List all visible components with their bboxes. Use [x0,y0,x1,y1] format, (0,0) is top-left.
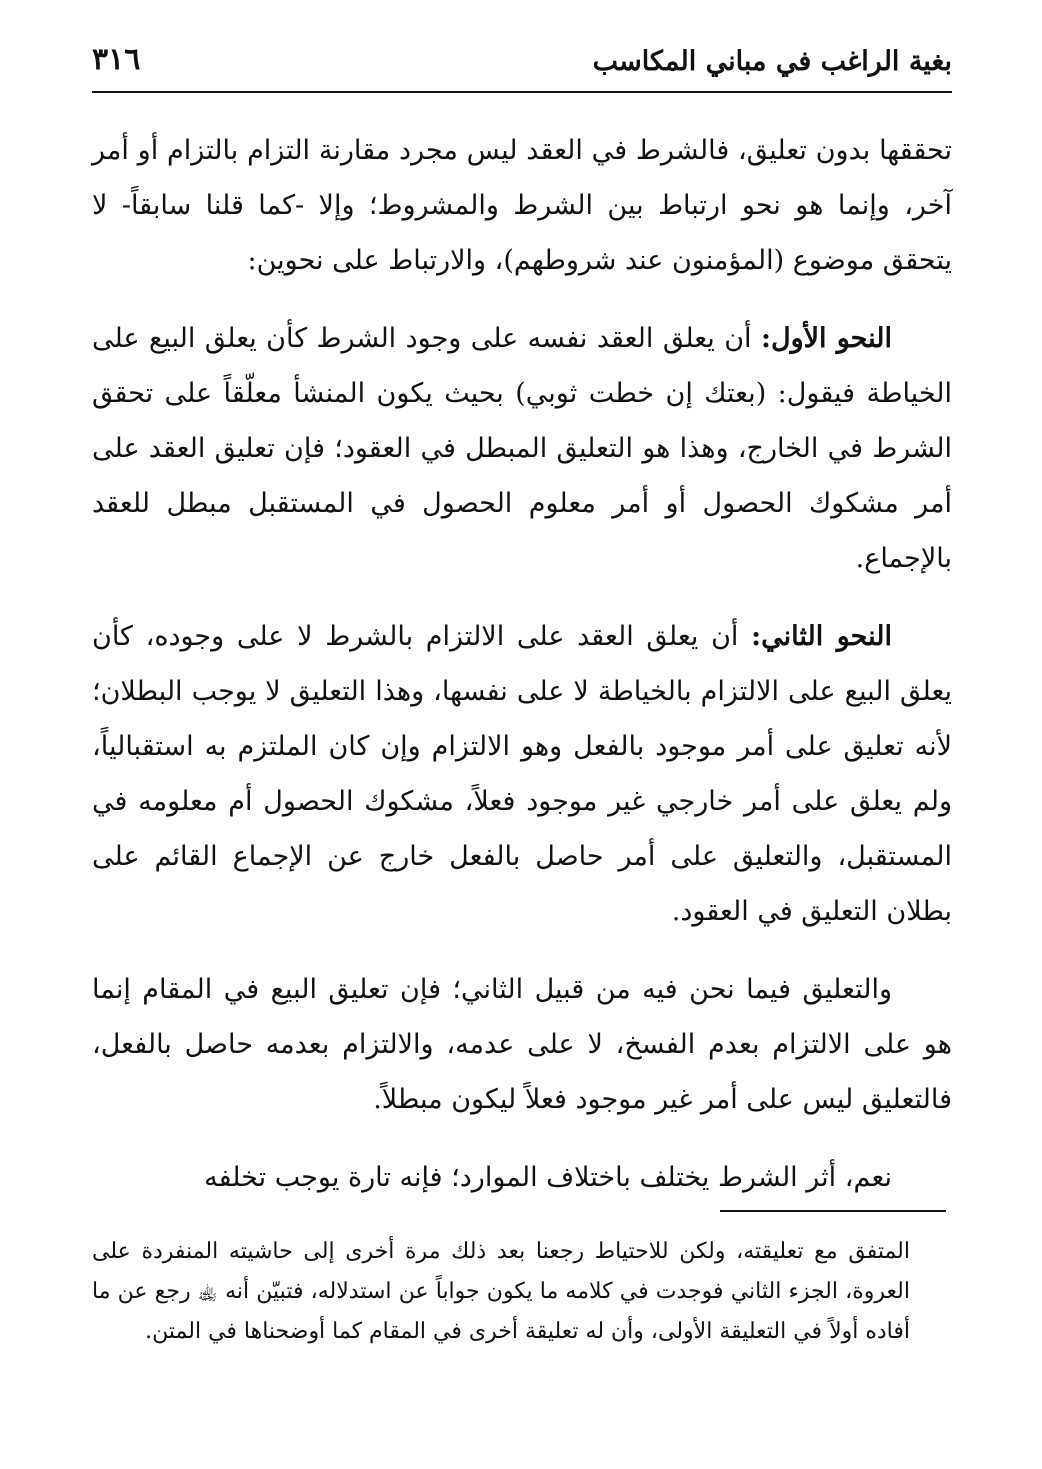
paragraph-2 [92,311,952,586]
page-number: ٣١٦ [92,42,141,77]
footnote-divider [720,1210,946,1212]
paragraph-3-text: أن يعلق العقد على الالتزام بالشرط لا على وجوده، كأن يعلق البيع على الالتزام بالخياطة لا على نفسها، وهذا التعليق لا يوجب البطلان؛ لأنه تعليق على أمر موجود بالفعل وهو الالتزام وإن كان الملتزم به استقبالياً، ولم يعلق على أمر خارجي غير موجود فعلاً، مشكوك الحصول أم معلومه في المستقبل، والتعليق على أمر حاصل بالفعل خارج عن الإجماع القائم على بطلان التعليق في العقود. [92,621,952,927]
page-header [92,38,952,90]
footnote-text: المتفق مع تعليقته، ولكن للاحتياط رجعنا بعد ذلك مرة أخرى إلى حاشيته المنفردة على العروة، الجزء الثاني فوجدت في كلامه ما يكون جواباً عن استدلاله، فتبيّن أنه ﵀ رجع عن ما أفاده أولاً في التعليقة الأولى، وأن له تعليقة أخرى في المقام كما أوضحناها في المتن. [92,1239,910,1344]
paragraph-4: والتعليق فيما نحن فيه من قبيل الثاني؛ فإن تعليق البيع في المقام إنما هو على الالتزام بعدم الفسخ، لا على عدمه، والالتزام بعدمه حاصل بالفعل، فالتعليق ليس على أمر غير موجود فعلاً ليكون مبطلاً. [92,974,952,1115]
main-text [92,123,952,1228]
paragraph-3-heading: النحو الثاني: [751,621,892,652]
paragraph-2-text: أن يعلق العقد نفسه على وجود الشرط كأن يعلق البيع على الخياطة فيقول: (بعتك إن خطت ثوبي) بحيث يكون المنشأ معلّقاً على تحقق الشرط في الخارج، وهذا هو التعليق المبطل في العقود؛ فإن تعليق العقد على أمر مشكوك الحصول أو أمر معلوم الحصول في المستقبل مبطل للعقد بالإجماع. [92,323,952,574]
paragraph-5: نعم، أثر الشرط يختلف باختلاف الموارد؛ فإنه تارة يوجب تخلفه [204,1162,892,1193]
running-title: بغية الراغب في مباني المكاسب [592,46,952,77]
paragraph-1: تحققها بدون تعليق، فالشرط في العقد ليس مجرد مقارنة التزام بالتزام أو أمر آخر، وإنما هو نحو ارتباط بين الشرط والمشروط؛ وإلا -كما قلنا سابقاً- لا يتحقق موضوع (المؤمنون عند شروطهم)، والارتباط على نحوين: [92,135,952,276]
paragraph-2-heading: النحو الأول: [760,323,892,354]
header-divider [92,91,952,93]
footnote [92,1232,910,1352]
paragraph-3 [92,609,952,939]
